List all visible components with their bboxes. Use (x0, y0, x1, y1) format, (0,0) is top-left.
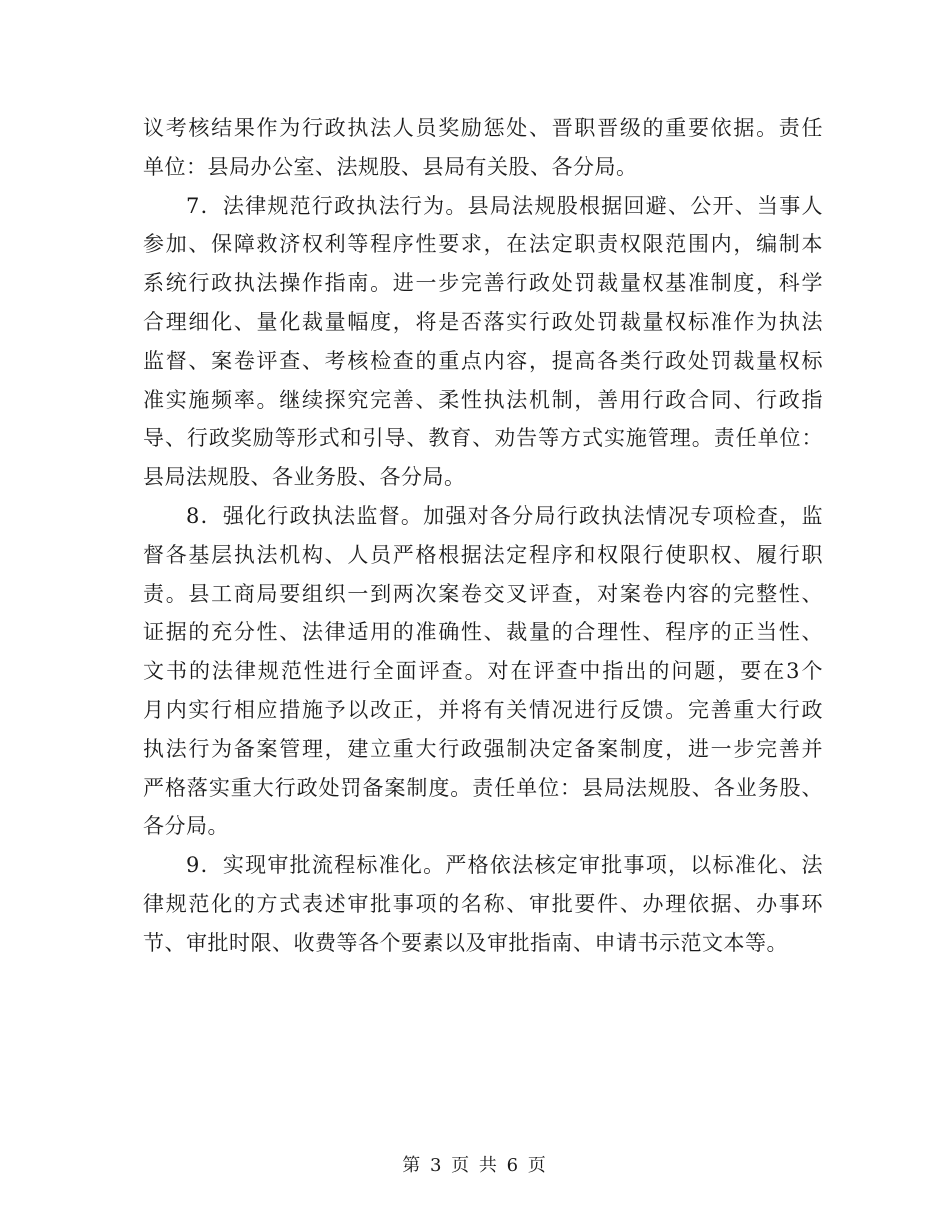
text-line: 合理细化、量化裁量幅度，将是否落实行政处罚裁量权标准作为执法 (143, 309, 823, 334)
text-line: 律规范化的方式表述审批事项的名称、审批要件、办理依据、办事环 (143, 891, 823, 916)
text-line: 执法行为备案管理，建立重大行政强制决定备案制度，进一步完善并 (143, 736, 823, 761)
page-footer: 第 3 页 共 6 页 (402, 1155, 548, 1176)
text-line: 严格落实重大行政处罚备案制度。责任单位：县局法规股、各业务股、 (143, 775, 823, 800)
text-line: 月内实行相应措施予以改正，并将有关情况进行反馈。完善重大行政 (143, 697, 823, 722)
text-line: 文书的法律规范性进行全面评查。对在评查中指出的问题，要在3个 (143, 659, 823, 684)
text-line: 导、行政奖励等形式和引导、教育、劝告等方式实施管理。责任单位： (143, 426, 823, 451)
text-line: 证据的充分性、法律适用的准确性、裁量的合理性、程序的正当性、 (143, 620, 823, 645)
text-line: 县局法规股、各业务股、各分局。 (143, 465, 466, 490)
document-body (143, 109, 823, 963)
text-line: 7．法律规范行政执法行为。县局法规股根据回避、公开、当事人 (186, 193, 823, 218)
text-line: 督各基层执法机构、人员严格根据法定程序和权限行使职权、履行职 (143, 542, 823, 567)
text-line: 节、审批时限、收费等各个要素以及审批指南、申请书示范文本等。 (143, 930, 788, 955)
text-line: 准实施频率。继续探究完善、柔性执法机制，善用行政合同、行政指 (143, 387, 823, 412)
text-line: 单位：县局办公室、法规股、县局有关股、各分局。 (143, 154, 638, 179)
text-line: 监督、案卷评查、考核检查的重点内容，提高各类行政处罚裁量权标 (143, 348, 823, 373)
text-line: 系统行政执法操作指南。进一步完善行政处罚裁量权基准制度，科学 (143, 271, 823, 296)
text-line: 参加、保障救济权利等程序性要求，在法定职责权限范围内，编制本 (143, 232, 823, 257)
text-line: 8．强化行政执法监督。加强对各分局行政执法情况专项检查，监 (186, 503, 823, 528)
text-line: 9．实现审批流程标准化。严格依法核定审批事项，以标准化、法 (186, 853, 823, 878)
text-line: 责。县工商局要组织一到两次案卷交叉评查，对案卷内容的完整性、 (143, 581, 823, 606)
text-line: 各分局。 (143, 814, 229, 839)
text-line: 议考核结果作为行政执法人员奖励惩处、晋职晋级的重要依据。责任 (143, 116, 823, 140)
